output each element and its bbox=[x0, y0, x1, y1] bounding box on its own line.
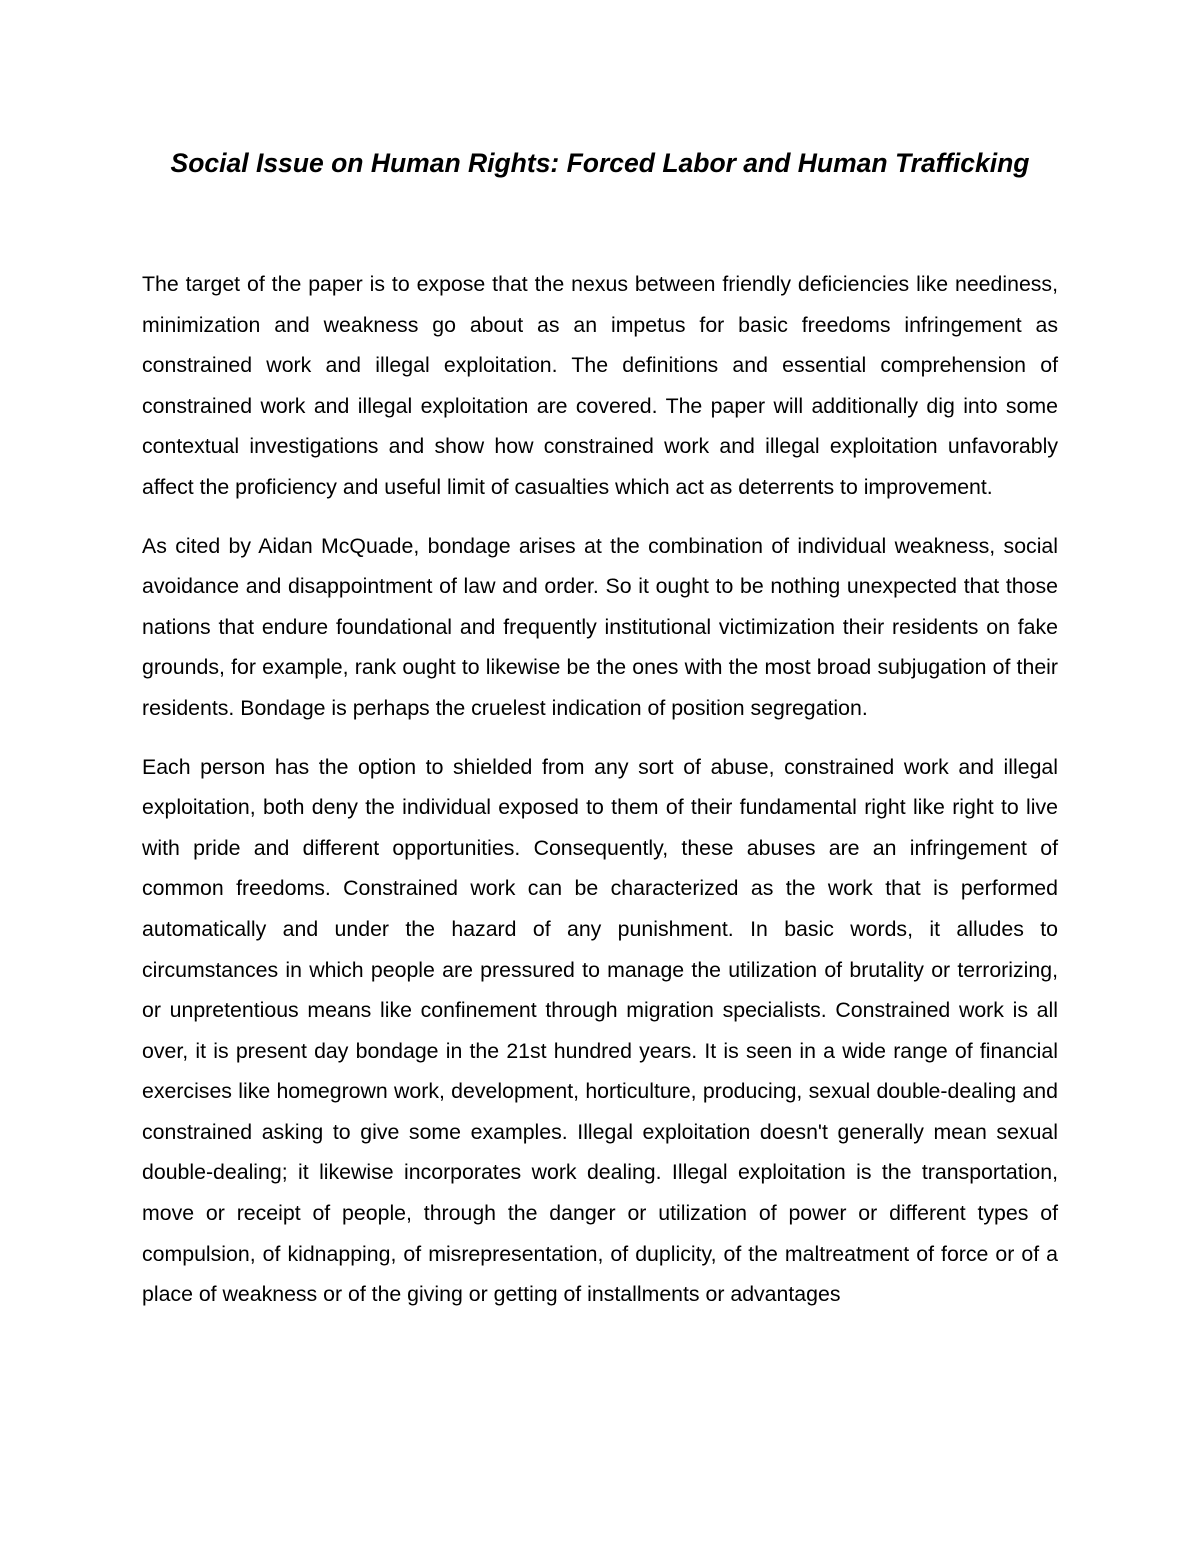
document-title: Social Issue on Human Rights: Forced Labor and Human Trafficking bbox=[170, 148, 1030, 178]
paragraph-1: The target of the paper is to expose that the nexus between friendly deficiencies like neediness, minimization and weakness go about as an impetus for basic freedoms infringement as constrained work and illegal exploitation. The definitions and essential comprehension of constrained work and illegal exploitation are covered. The paper will additionally dig into some contextual investigations and show how constrained work and illegal exploitation unfavorably affect the proficiency and useful limit of casualties which act as deterrents to improvement. bbox=[142, 272, 1058, 499]
document-body bbox=[142, 264, 1058, 1333]
paragraph-2: As cited by Aidan McQuade, bondage arises at the combination of individual weakness, social avoidance and disappointment of law and order. So it ought to be nothing unexpected that those nations that endure foundational and frequently institutional victimization their residents on fake grounds, for example, rank ought to likewise be the ones with the most broad subjugation of their residents. Bondage is perhaps the cruelest indication of position segregation. bbox=[142, 533, 1058, 720]
paragraph-3: Each person has the option to shielded from any sort of abuse, constrained work and illegal exploitation, both deny the individual exposed to them of their fundamental right like right to live with pride and different opportunities. Consequently, these abuses are an infringement of common freedoms. Constrained work can be characterized as the work that is performed automatically and under the hazard of any punishment. In basic words, it alludes to circumstances in which people are pressured to manage the utilization of brutality or terrorizing, or unpretentious means like confinement through migration specialists. Constrained work is all over, it is present day bondage in the 21st hundred years. It is seen in a wide range of financial exercises like homegrown work, development, horticulture, producing, sexual double-dealing and constrained asking to give some examples. Illegal exploitation doesn't generally mean sexual double-dealing; it likewise incorporates work dealing. Illegal exploitation is the transportation, move or receipt of people, through the danger or utilization of power or different types of compulsion, of kidnapping, of misrepresentation, of duplicity, of the maltreatment of force or of a place of weakness or of the giving or getting of installments or advantages bbox=[142, 754, 1058, 1307]
